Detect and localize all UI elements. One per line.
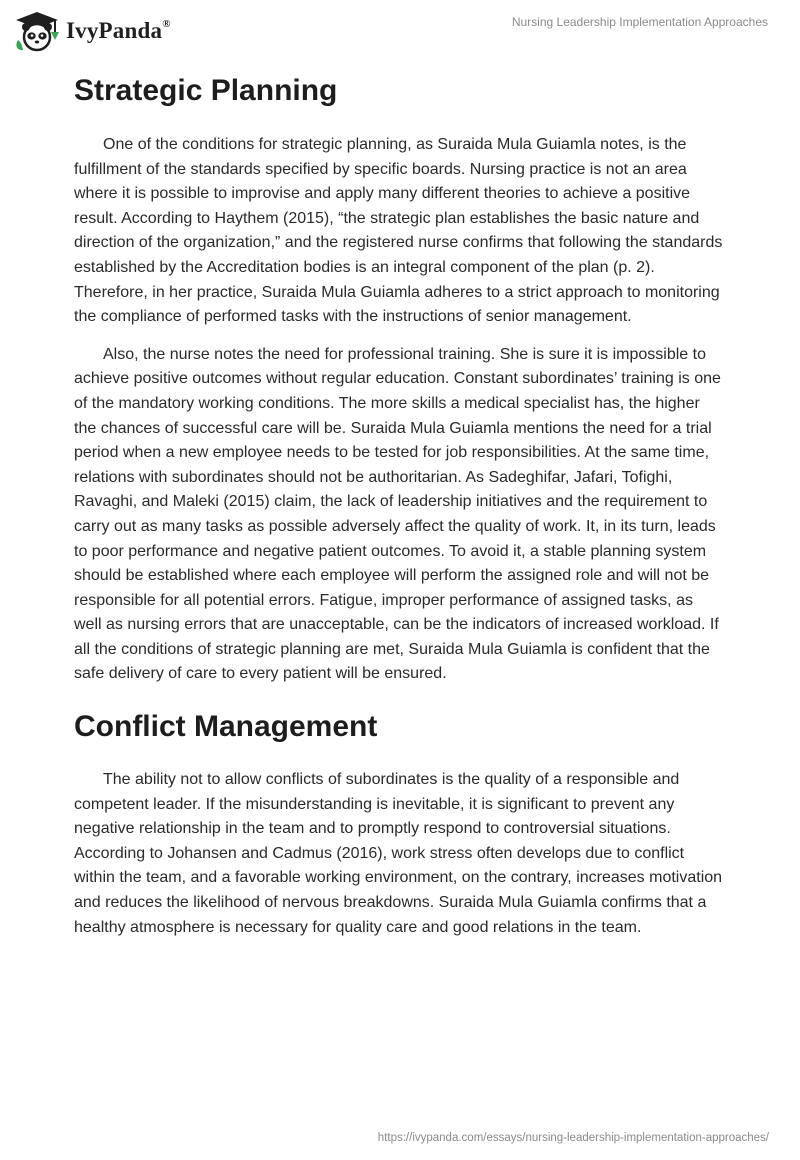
section-heading-conflict-management: Conflict Management [74, 710, 378, 744]
paragraph: One of the conditions for strategic planning, as Suraida Mula Guiamla notes, is the fulfillment of the standards specified by specific boards. Nursing practice is not an area where it is possible to improvise and apply many different theories to achieve a positive result. According to Haythem (2015), “the strategic plan establishes the basic nature and direction of the organization,” and the registered nurse confirms that following the standards established by the Accreditation bodies is an integral component of the plan (p. 2). Therefore, in her practice, Suraida Mula Guiamla adheres to a strict approach to monitoring the compliance of performed tasks with the instructions of senior management. [74, 136, 723, 326]
brand-logo[interactable] [14, 10, 171, 52]
page-header [0, 0, 800, 64]
document-title: Nursing Leadership Implementation Approaches [511, 15, 768, 29]
panda-graduate-logo-icon [14, 10, 60, 52]
brand-name: IvyPanda® [66, 18, 171, 43]
paragraph: The ability not to allow conflicts of subordinates is the quality of a responsible and competent leader. If the misunderstanding is inevitable, it is significant to prevent any negative relationship in the team and to promptly respond to controversial situations. According to Johansen and Cadmus (2016), work stress often develops due to conflict within the team, and a favorable working environment, on the contrary, increases motivation and reduces the likelihood of nervous breakdowns. Suraida Mula Guiamla confirms that a healthy atmosphere is necessary for quality care and good relations in the team. [74, 771, 723, 936]
section-heading-strategic-planning: Strategic Planning [74, 74, 338, 107]
paragraph: Also, the nurse notes the need for professional training. She is sure it is impossible to achieve positive outcomes without regular education. Constant subordinates’ training is one of the mandatory working conditions. The more skills a medical specialist has, the higher the chances of successful care will be. Suraida Mula Guiamla mentions the need for a trial period when a new employee needs to be tested for job responsibilities. At the same time, relations with subordinates should not be authoritarian. As Sadeghifar, Jafari, Tofighi, Ravaghi, and Maleki (2015) claim, the lack of leadership initiatives and the requirement to carry out as many tasks as possible adversely affect the quality of work. It, in its turn, leads to poor performance and negative patient outcomes. To avoid it, a stable planning system should be established where each employee will perform the assigned role and will not be responsible for all potential errors. Fatigue, improper performance of assigned tasks, as well as nursing errors that are unacceptable, can be the indicators of increased workload. If all the conditions of strategic planning are met, Suraida Mula Guiamla is confident that the safe delivery of care to every patient will be ensured. [74, 345, 721, 683]
essay-body [74, 72, 724, 940]
source-url[interactable]: https://ivypanda.com/essays/nursing-leadership-implementation-approaches/ [377, 1132, 769, 1144]
registered-mark: ® [162, 18, 171, 31]
